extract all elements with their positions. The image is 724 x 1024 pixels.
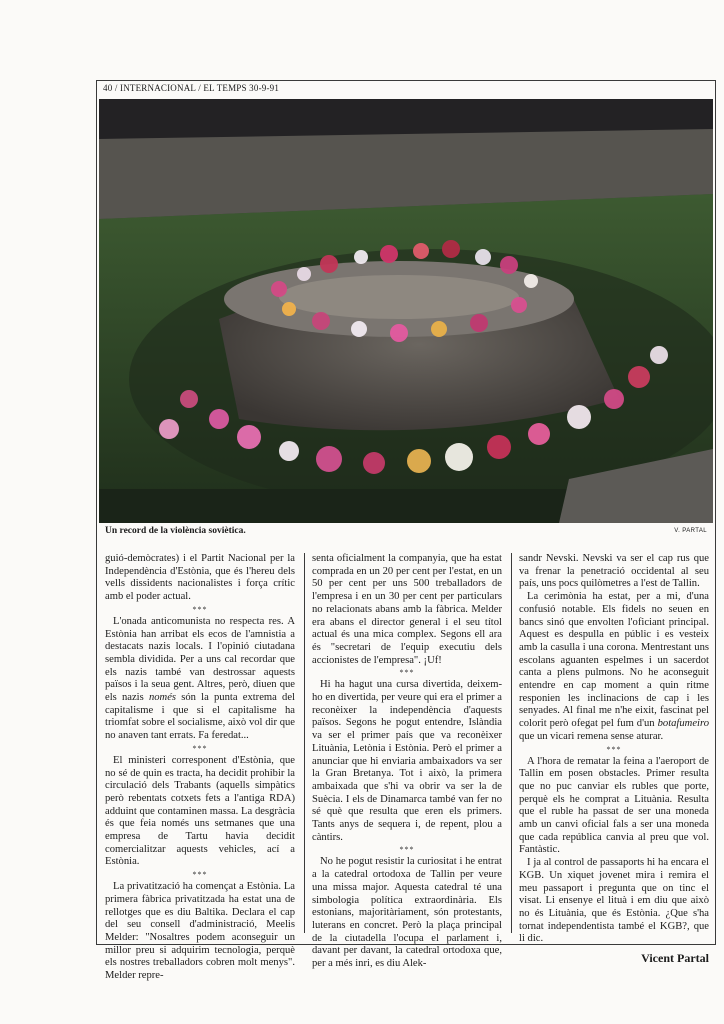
paragraph: No he pogut resistir la curiositat i he entrat a la catedral ortodoxa de Tallin per veure una missa major. Aquesta catedral té una simbologia política extraordinària. Els estonians, majoritàriament, són protestants, luterans en concret. Però la plaça principal de la ciutadella l'ocupa el parlament i, davant per davant, la catedral ortodoxa que, per a més inri, es diu Alek- bbox=[312, 856, 502, 970]
article-column-1 bbox=[105, 553, 295, 983]
emphasis: només bbox=[148, 692, 177, 704]
paragraph: senta oficialment la companyia, que ha estat comprada en un 20 per cent per l'estat, en un 50 per cent per uns 500 treballadors de l'empresa i en un 30 per cent per particulars no relacionats abans amb la fàbrica. Melder era abans el director general i el seu títol actual és una mica complex. Segons ell ara és "secretari de l'equip executiu dels accionistes de l'empresa". ¡Uf! bbox=[312, 553, 502, 666]
article-columns bbox=[105, 553, 709, 982]
memorial-photo-illustration bbox=[99, 99, 713, 523]
emphasis: botafumeiro bbox=[657, 718, 709, 730]
paragraph: Hi ha hagut una cursa divertida, deixem-ho en divertida, per veure qui era el primer a reconèixer la independència d'aquests països. Segons he pogut entendre, Islàndia va ser el primer país que va reconèixer Lituània, Letònia i Estònia. Però el primer a anunciar que hi enviaria ambaixadors va ser la Gran Bretanya. Tot i això, la primera ambaixada que s'hi va obrir va ser la de Suècia. I els de Dinamarca també van fer no sé què que resulta que eren els primers. Tants anys de sequera i, de repent, plou a càntirs. bbox=[312, 679, 502, 843]
section-break: *** bbox=[192, 743, 208, 753]
column-divider bbox=[304, 553, 305, 933]
paragraph: I ja al control de passaports hi ha encara el KGB. Un xiquet jovenet mira i remira el meu passaport i pregunta que on tinc el visat. Li ensenye el lituà i em diu que això no és Lituània, que és Estònia. ¿Que s'ha tornat independentista també el KGB?, que li dic. bbox=[519, 857, 709, 945]
paragraph: La privatització ha començat a Estònia. La primera fàbrica privatitzada ha estat una de rellotges que es diu Baltika. Declara el cap del seu consell d'administració, Meelis Melder: "Nosaltres podem aconseguir un millor preu si adquirim tecnologia, perquè els nostres treballadors cobren molt menys". Melder repre- bbox=[105, 881, 295, 982]
photo-caption: Un record de la violència soviètica. bbox=[105, 526, 246, 536]
page-folio: 40 / INTERNACIONAL / EL TEMPS 30-9-91 bbox=[103, 83, 280, 93]
paragraph: El ministeri corresponent d'Estònia, que no sé de quin es tracta, ha decidit prohibir la circulació dels Trabants (aquells simpàtics però rebentats cotxets fets a l'antiga RDA) adduint que contaminen massa. La desgràcia és que feia només uns setmanes que una empresa de Tartu havia decidit comercialitzar aquests vehicles, ací a Estònia. bbox=[105, 754, 295, 868]
section-break: *** bbox=[192, 870, 208, 880]
section-break: *** bbox=[399, 845, 415, 855]
newspaper-page bbox=[96, 80, 716, 982]
author-signature: Vicent Partal bbox=[641, 951, 709, 966]
article-column-3 bbox=[519, 553, 709, 965]
column-divider bbox=[511, 553, 512, 933]
paragraph: guió-demòcrates) i el Partit Nacional per la Independència d'Estònia, que és l'hereu dels vells dissidents nacionalistes i força crític amb el poder actual. bbox=[105, 553, 295, 603]
paragraph: L'onada anticomunista no respecta res. A Estònia han arribat els ecos de l'amnistia a destacats nazis locals. I l'opinió ciutadana sembla dividida. Per a uns cal recordar que els nazis també van destrossar aquests països i la seua gent. Altres, però, diuen que els nazis només són la punta extrema del capitalisme i que si el capitalisme ha triomfat sobre el socialisme, això vol dir que no anaven tant errats. Fa feredat... bbox=[105, 615, 295, 742]
header-rule bbox=[97, 80, 715, 81]
paragraph: sandr Nevski. Nevski va ser el cap rus que va frenar la penetració occidental al seu país, uns pocs quilòmetres a l'est de Tallin. bbox=[519, 553, 709, 590]
paragraph: A l'hora de rematar la feina a l'aeroport de Tallin em posen obstacles. Primer resulta que no puc canviar els rubles que porte, perquè els he comprat a Lituània. Resulta que el ruble ha passat de ser una moneda amb un canvi oficial fals a ser una moneda que cada república canvia al preu que vol. Fantàstic. bbox=[519, 755, 709, 856]
photo-credit: V. PARTAL bbox=[674, 528, 707, 534]
article-column-2 bbox=[312, 553, 502, 971]
paragraph: La cerimònia ha estat, per a mi, d'una confusió notable. Els fidels no seuen en bancs sinó que envolten l'oficiant principal. Aquest es despulla en públic i es vesteix amb la casulla i una corona. Mentrestant uns escolans aguanten espelmes i un sacerdot canta a plens pulmons. No he aconseguit entendre en cap moment a quin ritme responien les inclinacions de cap i les senyades. Al final me n'he eixit, fascinat pel colorit però ofegat pel fum d'un botafumeiro que un vicari remena sense aturar. bbox=[519, 591, 709, 742]
section-break: *** bbox=[192, 604, 208, 614]
section-break: *** bbox=[606, 744, 622, 754]
memorial-photo bbox=[99, 99, 713, 523]
section-break: *** bbox=[399, 668, 415, 678]
